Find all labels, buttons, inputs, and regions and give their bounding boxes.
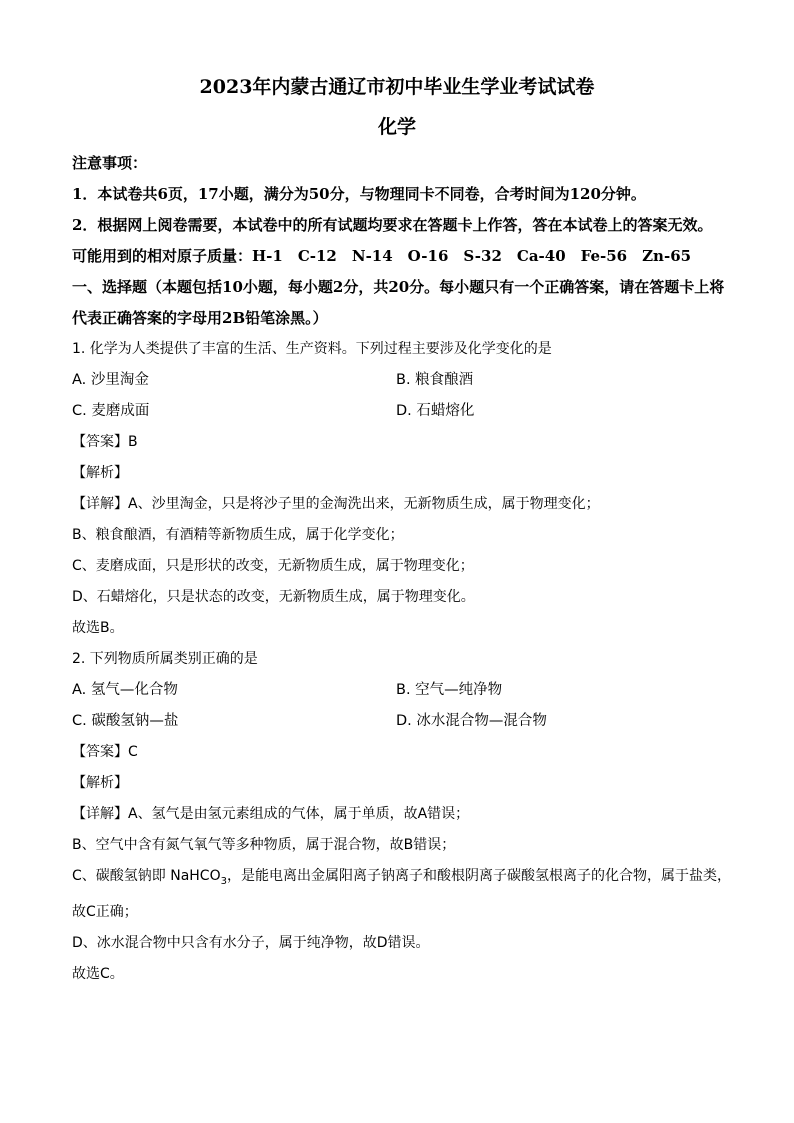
notes-item-2: 2．根据网上阅卷需要，本试卷中的所有试题均要求在答题卡上作答，答在本试卷上的答案无效。 — [72, 216, 713, 234]
notes-item-1: 1．本试卷共6页，17小题，满分为50分，与物理同卡不同卷，合考时间为120分钟。 — [72, 185, 646, 203]
question-2-detail-3 — [72, 861, 734, 928]
question-1-option-b: B. 粮食酿酒 — [396, 372, 474, 388]
question-2-options-row-2 — [72, 706, 734, 737]
exam-content — [72, 148, 734, 990]
section-heading: 一、选择题（本题包括10小题，每小题2分，共20分。每小题只有一个正确答案，请在答题卡上将代表正确答案的字母用2B铅笔涂黑。） — [72, 278, 725, 327]
question-1-stem: 1. 化学为人类提供了丰富的生活、生产资料。下列过程主要涉及化学变化的是 — [72, 341, 552, 357]
question-1-options-row-1 — [72, 365, 734, 396]
question-1-detail-2: B、粮食酿酒，有酒精等新物质生成，属于化学变化； — [72, 527, 404, 543]
question-1-option-a: A. 沙里淘金 — [72, 372, 149, 388]
question-2-detail-2: B、空气中含有氮气氧气等多种物质，属于混合物，故B错误； — [72, 837, 456, 853]
question-1-conclusion: 故选B。 — [72, 620, 124, 636]
question-2-option-a: A. 氢气—化合物 — [72, 682, 178, 698]
question-1-option-d: D. 石蜡熔化 — [396, 403, 475, 419]
subject-title: 化学 — [377, 116, 416, 138]
question-2-option-b: B. 空气—纯净物 — [396, 682, 503, 698]
question-2-detail-3-part-a: C、碳酸氢钠即 NaHCO — [72, 868, 221, 884]
page-title: 2023年内蒙古通辽市初中毕业生学业考试试卷 — [199, 76, 595, 98]
question-1-options-row-2 — [72, 396, 734, 427]
formula-subscript: 3 — [220, 875, 227, 887]
question-2-conclusion: 故选C。 — [72, 965, 124, 982]
question-1-detail-1: 【详解】A、沙里淘金，只是将沙子里的金淘洗出来，无新物质生成，属于物理变化； — [72, 496, 600, 512]
question-1-answer: 【答案】B — [72, 434, 138, 450]
question-2-analysis-label: 【解析】 — [72, 775, 128, 791]
question-1-option-c: C. 麦磨成面 — [72, 403, 150, 419]
question-2-option-d: D. 冰水混合物—混合物 — [396, 713, 547, 729]
atomic-mass-line: 可能用到的相对原子质量：H-1 C-12 N-14 O-16 S-32 Ca-40 Fe-56 Zn-65 — [72, 247, 692, 265]
question-2-detail-4: D、冰水混合物中只含有水分子，属于纯净物，故D错误。 — [72, 934, 430, 951]
question-2-option-c: C. 碳酸氢钠—盐 — [72, 713, 179, 729]
question-1-detail-4: D、石蜡熔化，只是状态的改变，无新物质生成，属于物理变化。 — [72, 589, 475, 605]
question-1-analysis-label: 【解析】 — [72, 465, 128, 481]
question-1-detail-3: C、麦磨成面，只是形状的改变，无新物质生成，属于物理变化； — [72, 558, 474, 574]
question-2-detail-3-part-b: ，是能电离出金属阳离子钠离子和酸根阴离子碳酸氢根离子的化合物，属于盐类，故C正确； — [72, 868, 731, 920]
notes-heading: 注意事项： — [72, 154, 148, 172]
question-2-detail-1: 【详解】A、氢气是由氢元素组成的气体，属于单质，故A错误； — [72, 806, 470, 822]
question-2-answer: 【答案】C — [72, 744, 138, 760]
question-2-stem: 2. 下列物质所属类别正确的是 — [72, 651, 258, 667]
question-2-options-row-1 — [72, 675, 734, 706]
